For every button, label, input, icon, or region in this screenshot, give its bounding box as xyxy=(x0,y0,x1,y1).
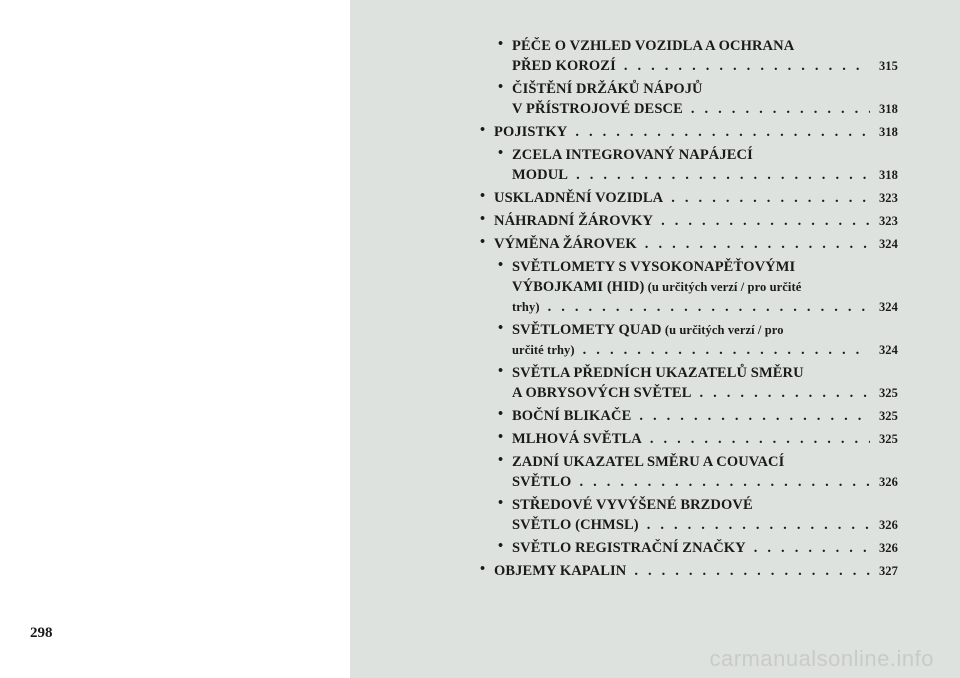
bullet-icon: • xyxy=(498,429,504,445)
toc-entry-page: 326 xyxy=(878,518,898,532)
toc-entry-title: SVĚTLO REGISTRAČNÍ ZNAČKY xyxy=(512,540,746,556)
bullet-icon: • xyxy=(498,452,504,468)
dot-leader xyxy=(583,340,870,360)
bullet-icon: • xyxy=(498,538,504,554)
dot-leader xyxy=(671,188,870,208)
toc-entry-line xyxy=(512,383,898,403)
toc-entry-line xyxy=(512,515,898,535)
toc-entry-page: 323 xyxy=(878,191,898,205)
toc-entry[interactable] xyxy=(480,257,898,317)
watermark: carmanualsonline.info xyxy=(709,646,934,671)
toc-entry-title: VÝBOJKAMI (HID) xyxy=(512,279,645,295)
bullet-icon: • xyxy=(480,561,486,577)
toc-entry[interactable] xyxy=(480,538,898,558)
toc-entry-page: 324 xyxy=(878,300,898,314)
toc-entry-title: ČIŠTĚNÍ DRŽÁKŮ NÁPOJŮ xyxy=(512,81,703,97)
bullet-icon: • xyxy=(498,406,504,422)
toc-entry-line xyxy=(512,538,898,558)
toc-entry-line xyxy=(512,406,898,426)
toc-entry-line xyxy=(512,165,898,185)
toc-entry-page: 326 xyxy=(878,475,898,489)
toc-entry-page: 325 xyxy=(878,386,898,400)
toc-entry-page: 324 xyxy=(878,237,898,251)
bullet-icon: • xyxy=(480,211,486,227)
table-of-contents xyxy=(480,36,898,584)
toc-entry-line xyxy=(512,340,898,360)
right-page xyxy=(350,0,960,678)
toc-entry[interactable] xyxy=(480,561,898,581)
dot-leader xyxy=(691,99,870,119)
toc-entry[interactable] xyxy=(480,122,898,142)
bullet-icon: • xyxy=(498,79,504,95)
toc-entry-title: SVĚTLO xyxy=(512,474,572,490)
dot-leader xyxy=(639,406,870,426)
dot-leader xyxy=(624,56,870,76)
toc-entry-note: (u určitých verzí / pro určité xyxy=(644,280,802,294)
toc-entry-title: MLHOVÁ SVĚTLA xyxy=(512,431,642,447)
toc-entry-line xyxy=(494,188,898,208)
toc-entry-title: MODUL xyxy=(512,167,569,183)
toc-entry[interactable] xyxy=(480,406,898,426)
dot-leader xyxy=(754,538,870,558)
toc-entry[interactable] xyxy=(480,429,898,449)
bullet-icon: • xyxy=(498,363,504,379)
toc-entry[interactable] xyxy=(480,145,898,185)
toc-entry-title: ZCELA INTEGROVANÝ NAPÁJECÍ xyxy=(512,147,753,163)
toc-entry-note: trhy) xyxy=(512,300,540,314)
toc-entry-note: určité trhy) xyxy=(512,343,575,357)
toc-entry-page: 323 xyxy=(878,214,898,228)
toc-entry-title: NÁHRADNÍ ŽÁROVKY xyxy=(494,213,654,229)
left-page xyxy=(0,0,350,678)
toc-entry[interactable] xyxy=(480,36,898,76)
toc-entry-page: 318 xyxy=(878,102,898,116)
toc-entry-title: SVĚTLOMETY QUAD xyxy=(512,322,662,338)
toc-entry-title: A OBRYSOVÝCH SVĚTEL xyxy=(512,385,692,401)
toc-entry-line xyxy=(512,257,898,277)
toc-entry[interactable] xyxy=(480,234,898,254)
toc-entry-line xyxy=(512,452,898,472)
bullet-icon: • xyxy=(480,188,486,204)
dot-leader xyxy=(576,165,870,185)
toc-entry-line xyxy=(494,211,898,231)
toc-entry-line xyxy=(512,472,898,492)
toc-entry-title: OBJEMY KAPALIN xyxy=(494,563,627,579)
toc-entry-line xyxy=(494,122,898,142)
toc-entry-line xyxy=(512,363,898,383)
toc-entry-page: 325 xyxy=(878,432,898,446)
toc-entry-title: ZADNÍ UKAZATEL SMĚRU A COUVACÍ xyxy=(512,454,785,470)
toc-entry-line xyxy=(512,429,898,449)
toc-entry-note: (u určitých verzí / pro xyxy=(661,323,784,337)
toc-entry-title: PÉČE O VZHLED VOZIDLA A OCHRANA xyxy=(512,38,795,54)
toc-entry[interactable] xyxy=(480,452,898,492)
toc-entry-title: USKLADNĚNÍ VOZIDLA xyxy=(494,190,664,206)
toc-entry-title: V PŘÍSTROJOVÉ DESCE xyxy=(512,101,683,117)
toc-entry-page: 324 xyxy=(878,343,898,357)
bullet-icon: • xyxy=(480,122,486,138)
toc-entry-title: SVĚTLOMETY S VYSOKONAPĚŤOVÝMI xyxy=(512,259,796,275)
bullet-icon: • xyxy=(498,495,504,511)
dot-leader xyxy=(548,297,870,317)
toc-entry-title: SVĚTLO (CHMSL) xyxy=(512,517,639,533)
toc-entry-page: 318 xyxy=(878,125,898,139)
toc-entry-title: VÝMĚNA ŽÁROVEK xyxy=(494,236,637,252)
bullet-icon: • xyxy=(498,36,504,52)
toc-entry-page: 315 xyxy=(878,59,898,73)
toc-entry[interactable] xyxy=(480,495,898,535)
toc-entry[interactable] xyxy=(480,211,898,231)
toc-entry-line xyxy=(512,297,898,317)
toc-entry-line xyxy=(512,99,898,119)
dot-leader xyxy=(575,122,870,142)
toc-entry-page: 327 xyxy=(878,564,898,578)
toc-entry[interactable] xyxy=(480,320,898,360)
dot-leader xyxy=(699,383,870,403)
bullet-icon: • xyxy=(480,234,486,250)
toc-entry-line xyxy=(494,234,898,254)
toc-entry-line xyxy=(512,277,898,297)
toc-entry-line xyxy=(512,36,898,56)
toc-entry-title: POJISTKY xyxy=(494,124,568,140)
toc-entry-page: 326 xyxy=(878,541,898,555)
bullet-icon: • xyxy=(498,257,504,273)
bullet-icon: • xyxy=(498,320,504,336)
toc-entry-page: 325 xyxy=(878,409,898,423)
dot-leader xyxy=(661,211,870,231)
bullet-icon: • xyxy=(498,145,504,161)
toc-entry[interactable] xyxy=(480,188,898,208)
toc-entry-line xyxy=(512,320,898,340)
page-number: 298 xyxy=(30,625,53,641)
toc-entry-line xyxy=(512,56,898,76)
toc-entry-title: STŘEDOVÉ VYVÝŠENÉ BRZDOVÉ xyxy=(512,497,753,513)
toc-entry-line xyxy=(512,145,898,165)
dot-leader xyxy=(650,429,870,449)
toc-entry[interactable] xyxy=(480,363,898,403)
toc-entry-line xyxy=(512,495,898,515)
dot-leader xyxy=(647,515,870,535)
toc-entry-title: BOČNÍ BLIKAČE xyxy=(512,408,632,424)
toc-entry[interactable] xyxy=(480,79,898,119)
toc-entry-title: SVĚTLA PŘEDNÍCH UKAZATELŮ SMĚRU xyxy=(512,365,804,381)
dot-leader xyxy=(645,234,870,254)
toc-entry-page: 318 xyxy=(878,168,898,182)
toc-entry-line xyxy=(494,561,898,581)
toc-entry-title: PŘED KOROZÍ xyxy=(512,58,616,74)
toc-entry-line xyxy=(512,79,898,99)
dot-leader xyxy=(579,472,870,492)
dot-leader xyxy=(634,561,870,581)
